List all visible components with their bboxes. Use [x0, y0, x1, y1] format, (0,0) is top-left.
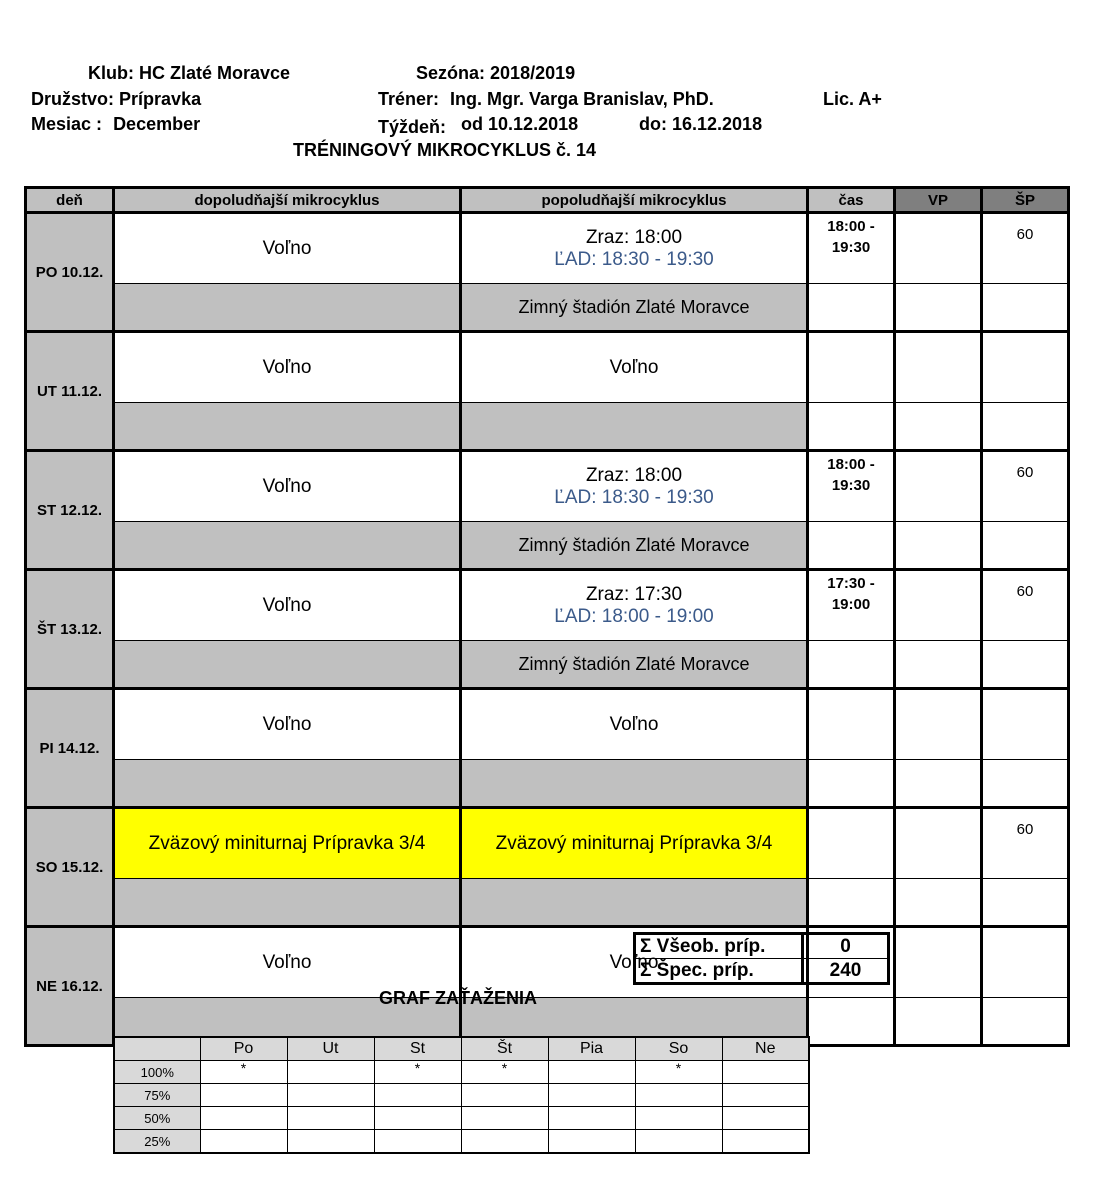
- pm-meet: Zväzový miniturnaj Prípravka 3/4: [495, 832, 773, 854]
- graph-cell: [548, 1061, 635, 1084]
- graph-level-label: 50%: [114, 1107, 200, 1130]
- month-value: December: [113, 114, 201, 134]
- am-plan: [114, 451, 461, 522]
- graph-day-label: St: [374, 1037, 461, 1061]
- sp-cell: [982, 927, 1069, 998]
- graph-cell: [461, 1107, 548, 1130]
- pm-place: Zimný štadión Zlaté Moravce: [461, 641, 808, 689]
- place-row: [26, 879, 1069, 927]
- vp-cell: [895, 570, 982, 641]
- pm-plan: [461, 570, 808, 641]
- sum-general-label: Σ Všeob. príp.: [635, 934, 803, 959]
- vp-cell: [895, 689, 982, 760]
- col-pm: popoludňajší mikrocyklus: [461, 188, 808, 213]
- sum-special-label: Σ Špec. príp.: [635, 959, 803, 984]
- time-cell: [808, 332, 895, 403]
- graph-level-row: [114, 1084, 809, 1107]
- am-plan: [114, 808, 461, 879]
- graph-cell: [635, 1084, 722, 1107]
- col-time: čas: [808, 188, 895, 213]
- graph-cell: [200, 1107, 287, 1130]
- sp-cell: [982, 689, 1069, 760]
- graph-cell: *: [461, 1061, 548, 1084]
- pm-meet: Voľno: [609, 951, 659, 973]
- time-cell-empty: [808, 284, 895, 332]
- sp-cell-empty: [982, 879, 1069, 927]
- day-label: PO 10.12.: [26, 213, 114, 332]
- time-cell: 18:00 - 19:30: [808, 451, 895, 522]
- sp-cell: 60: [982, 451, 1069, 522]
- coach-info: [378, 89, 714, 110]
- am-place: [114, 760, 461, 808]
- graph-day-label: Ut: [287, 1037, 374, 1061]
- day-label: NE 16.12.: [26, 927, 114, 1046]
- sp-cell-empty: [982, 522, 1069, 570]
- pm-place: [461, 403, 808, 451]
- vp-cell: [895, 927, 982, 998]
- graph-header-row: [114, 1037, 809, 1061]
- week-to: do: 16.12.2018: [639, 114, 763, 134]
- graph-day-label: Pia: [548, 1037, 635, 1061]
- day-label: ŠT 13.12.: [26, 570, 114, 689]
- graph-cell: [722, 1084, 809, 1107]
- place-row: [26, 760, 1069, 808]
- sp-cell-empty: [982, 284, 1069, 332]
- graph-level-row: [114, 1130, 809, 1154]
- coach-label: Tréner:: [378, 89, 440, 109]
- time-cell-empty: [808, 522, 895, 570]
- pm-meet: Zraz: 17:30: [585, 583, 683, 605]
- time-cell: [808, 689, 895, 760]
- time-cell-empty: [808, 879, 895, 927]
- time-cell-empty: [808, 403, 895, 451]
- pm-plan: [461, 213, 808, 284]
- sums-table: [633, 932, 890, 985]
- graph-cell: [548, 1107, 635, 1130]
- club-info: [88, 63, 290, 84]
- day-row: [26, 570, 1069, 641]
- am-text: Voľno: [262, 475, 312, 497]
- graph-cell: [635, 1130, 722, 1154]
- graph-cell: [200, 1130, 287, 1154]
- team-value: Prípravka: [119, 89, 202, 109]
- time-cell-empty: [808, 760, 895, 808]
- graph-cell: [374, 1130, 461, 1154]
- graph-cell: [287, 1107, 374, 1130]
- vp-cell-empty: [895, 879, 982, 927]
- season-label: Sezóna:: [416, 63, 486, 83]
- season-value: 2018/2019: [490, 63, 576, 83]
- place-row: [26, 284, 1069, 332]
- graph-level-label: 25%: [114, 1130, 200, 1154]
- graph-cell: [287, 1084, 374, 1107]
- load-graph-table: [113, 1036, 810, 1154]
- vp-cell: [895, 451, 982, 522]
- pm-place: Zimný štadión Zlaté Moravce: [461, 522, 808, 570]
- graph-day-label: Ne: [722, 1037, 809, 1061]
- am-plan: [114, 570, 461, 641]
- pm-meet: Voľno: [609, 356, 659, 378]
- day-row: [26, 332, 1069, 403]
- day-label: ST 12.12.: [26, 451, 114, 570]
- vp-cell-empty: [895, 284, 982, 332]
- sp-cell-empty: [982, 403, 1069, 451]
- day-label: SO 15.12.: [26, 808, 114, 927]
- graph-cell: [548, 1084, 635, 1107]
- graph-cell: [287, 1061, 374, 1084]
- am-text: Voľno: [262, 356, 312, 378]
- sp-cell: 60: [982, 570, 1069, 641]
- season-info: [416, 63, 575, 84]
- am-plan: [114, 927, 461, 998]
- vp-cell-empty: [895, 403, 982, 451]
- am-plan: [114, 213, 461, 284]
- place-row: [26, 403, 1069, 451]
- day-row: [26, 451, 1069, 522]
- day-row: [26, 689, 1069, 760]
- graph-level-row: [114, 1107, 809, 1130]
- sp-cell: 60: [982, 213, 1069, 284]
- col-vp: VP: [895, 188, 982, 213]
- vp-cell: [895, 213, 982, 284]
- schedule-header-row: [26, 188, 1069, 213]
- graph-cell: [548, 1130, 635, 1154]
- am-text: Voľno: [262, 594, 312, 616]
- pm-place: Zimný štadión Zlaté Moravce: [461, 284, 808, 332]
- place-row: [26, 522, 1069, 570]
- week-info: [378, 114, 578, 135]
- col-sp: ŠP: [982, 188, 1069, 213]
- pm-place: [461, 760, 808, 808]
- month-label: Mesiac :: [31, 114, 103, 134]
- sp-cell-empty: [982, 760, 1069, 808]
- pm-ice: ĽAD: 18:30 - 19:30: [554, 248, 714, 270]
- graph-cell: [722, 1107, 809, 1130]
- sp-cell: [982, 332, 1069, 403]
- graph-cell: [200, 1084, 287, 1107]
- vp-cell: [895, 332, 982, 403]
- pm-ice: ĽAD: 18:00 - 19:00: [554, 605, 714, 627]
- sp-cell: 60: [982, 808, 1069, 879]
- graph-day-label: So: [635, 1037, 722, 1061]
- col-am: dopoludňajší mikrocyklus: [114, 188, 461, 213]
- time-cell-empty: [808, 641, 895, 689]
- pm-meet: Zraz: 18:00: [585, 226, 683, 248]
- pm-plan: [461, 332, 808, 403]
- club-value: HC Zlaté Moravce: [139, 63, 291, 83]
- page-title: TRÉNINGOVÝ MIKROCYKLUS č. 14: [293, 140, 597, 160]
- vp-cell-empty: [895, 522, 982, 570]
- pm-meet: Voľno: [609, 713, 659, 735]
- day-label: PI 14.12.: [26, 689, 114, 808]
- am-place: [114, 403, 461, 451]
- pm-plan: [461, 689, 808, 760]
- col-day: deň: [26, 188, 114, 213]
- month-info: [31, 114, 200, 135]
- time-cell: [808, 808, 895, 879]
- graph-title: GRAF ZAŤAŽENIA: [379, 988, 537, 1008]
- team-info: [31, 89, 201, 110]
- time-cell-empty: [808, 998, 895, 1046]
- day-row: [26, 808, 1069, 879]
- graph-level-label: 75%: [114, 1084, 200, 1107]
- team-label: Družstvo:: [31, 89, 115, 109]
- graph-cell: [635, 1107, 722, 1130]
- sp-cell-empty: [982, 998, 1069, 1046]
- vp-cell: [895, 808, 982, 879]
- am-place: [114, 641, 461, 689]
- coach-value: Ing. Mgr. Varga Branislav, PhD.: [450, 89, 714, 109]
- vp-cell-empty: [895, 998, 982, 1046]
- am-place: [114, 879, 461, 927]
- am-text: Zväzový miniturnaj Prípravka 3/4: [148, 832, 426, 854]
- graph-cell: [461, 1130, 548, 1154]
- pm-plan: [461, 451, 808, 522]
- day-row: [26, 927, 1069, 998]
- vp-cell-empty: [895, 760, 982, 808]
- day-row: [26, 213, 1069, 284]
- graph-cell: *: [200, 1061, 287, 1084]
- pm-ice: ĽAD: 18:30 - 19:30: [554, 486, 714, 508]
- graph-level-row: [114, 1061, 809, 1084]
- am-place: [114, 284, 461, 332]
- pm-plan: [461, 808, 808, 879]
- graph-cell: [374, 1107, 461, 1130]
- graph-level-label: 100%: [114, 1061, 200, 1084]
- graph-cell: [722, 1130, 809, 1154]
- graph-cell: [287, 1130, 374, 1154]
- sum-special-row: [635, 959, 889, 984]
- am-plan: [114, 689, 461, 760]
- place-row: [26, 641, 1069, 689]
- week-label: Týždeň:: [378, 117, 447, 137]
- sum-special-value: 240: [803, 959, 889, 984]
- graph-day-label: Št: [461, 1037, 548, 1061]
- graph-cell: [722, 1061, 809, 1084]
- graph-cell: [461, 1084, 548, 1107]
- vp-cell-empty: [895, 641, 982, 689]
- sum-general-value: 0: [803, 934, 889, 959]
- am-text: Voľno: [262, 713, 312, 735]
- club-label: Klub:: [88, 63, 134, 83]
- graph-cell: *: [635, 1061, 722, 1084]
- graph-cell: [374, 1084, 461, 1107]
- am-text: Voľno: [262, 951, 312, 973]
- am-text: Voľno: [262, 237, 312, 259]
- sum-general-row: [635, 934, 889, 959]
- am-plan: [114, 332, 461, 403]
- schedule-table: [24, 186, 1070, 1047]
- time-cell: 18:00 - 19:30: [808, 213, 895, 284]
- sp-cell-empty: [982, 641, 1069, 689]
- pm-place: [461, 879, 808, 927]
- pm-meet: Zraz: 18:00: [585, 464, 683, 486]
- day-label: UT 11.12.: [26, 332, 114, 451]
- am-place: [114, 522, 461, 570]
- graph-day-label: Po: [200, 1037, 287, 1061]
- week-from: od 10.12.2018: [461, 114, 579, 134]
- graph-cell: *: [374, 1061, 461, 1084]
- graph-corner: [114, 1037, 200, 1061]
- time-cell: 17:30 - 19:00: [808, 570, 895, 641]
- license: Lic. A+: [823, 89, 882, 109]
